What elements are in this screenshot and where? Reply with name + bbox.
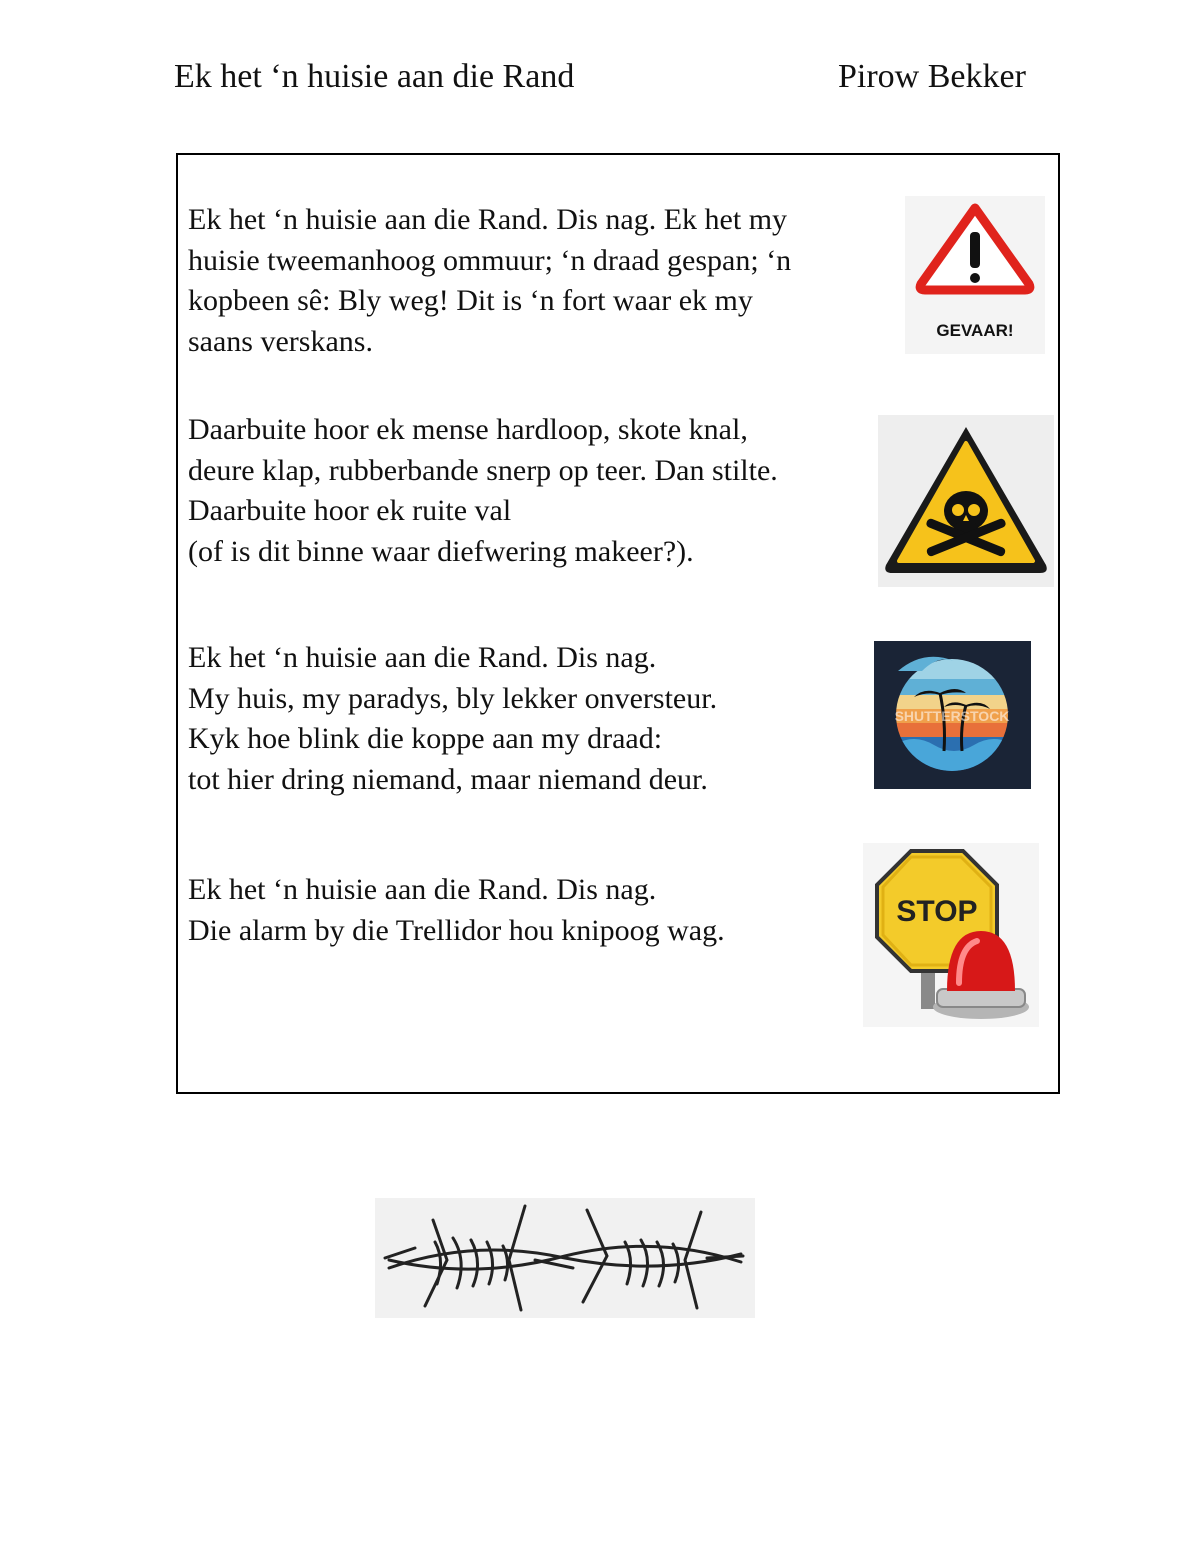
stanza-1 <box>188 200 791 362</box>
stanza-line: Daarbuite hoor ek ruite val <box>188 494 512 527</box>
paradise-badge-watermark: SHUTTERSTOCK <box>894 708 1010 724</box>
poem-frame <box>176 153 1060 1094</box>
stanza-line: (of is dit binne waar diefwering makeer?). <box>188 534 694 568</box>
paradise-badge-icon <box>874 641 1031 789</box>
stanza-line: Die alarm by die Trellidor hou knipoog wag. <box>188 913 725 947</box>
stanza-line: Ek het ‘n huisie aan die Rand. Dis nag. <box>188 641 657 674</box>
stanza-2 <box>188 410 778 572</box>
stanza-4 <box>188 870 725 951</box>
stanza-line: Kyk hoe blink die koppe aan my draad: <box>188 722 663 755</box>
stanza-line: My huis, my paradys, bly lekker onversteur. <box>188 681 718 715</box>
stanza-line: saans verskans. <box>188 324 373 358</box>
stanza-line: Ek het ‘n huisie aan die Rand. Dis nag. <box>188 873 657 906</box>
barbed-wire-icon <box>375 1198 755 1318</box>
stop-sign-label: STOP <box>896 895 978 928</box>
stanza-line: deure klap, rubberbande snerp op teer. Dan stilte. <box>188 453 778 487</box>
stanza-line: tot hier dring niemand, maar niemand deur. <box>188 762 708 796</box>
stanza-line: kopbeen sê: Bly weg! Dit is ‘n fort waar ek my <box>188 284 753 317</box>
poem-author: Pirow Bekker <box>838 58 1026 95</box>
danger-sign-label: GEVAAR! <box>936 321 1014 340</box>
stanza-line: huisie tweemanhoog ommuur; ‘n draad gespan; ‘n <box>188 243 792 277</box>
skull-hazard-icon <box>878 415 1054 587</box>
stanza-line: Ek het ‘n huisie aan die Rand. Dis nag. Ek het my <box>188 203 788 236</box>
stanza-3 <box>188 638 717 800</box>
poem-title: Ek het ‘n huisie aan die Rand <box>174 58 575 95</box>
stanza-line: Daarbuite hoor ek mense hardloop, skote knal, <box>188 413 748 446</box>
danger-warning-icon <box>905 196 1045 354</box>
stop-alarm-icon <box>863 843 1039 1027</box>
